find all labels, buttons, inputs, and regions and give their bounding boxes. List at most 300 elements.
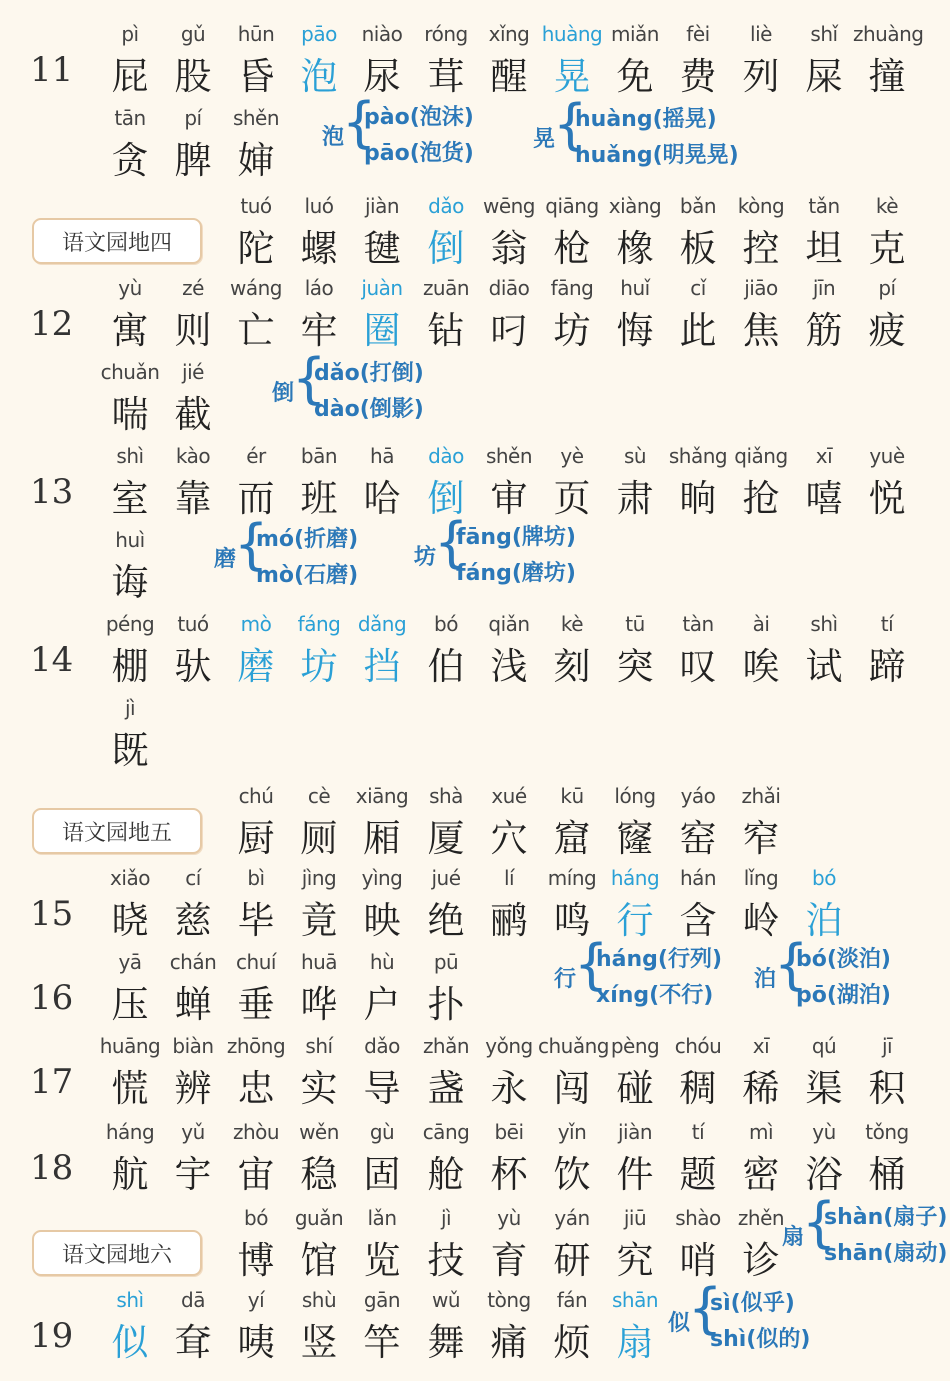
pinyin-label: bēi [494, 1120, 524, 1144]
hanzi-char: 毕 [237, 899, 275, 942]
hanzi-char: 蝉 [174, 983, 212, 1026]
pinyin-label: yù [812, 1120, 836, 1144]
pinyin-label: tǎn [808, 194, 840, 218]
note-reading: xíng(不行) [596, 983, 714, 1008]
pinyin-label: yù [497, 1206, 521, 1230]
hanzi-char: 昏 [237, 55, 275, 98]
hanzi-char: 抢 [742, 477, 780, 520]
pinyin-label: chuǎn [100, 360, 160, 384]
polyphone-note [272, 347, 472, 428]
hanzi-char: 户 [363, 983, 401, 1026]
pinyin-label: tí [880, 612, 894, 636]
pinyin-label: xué [491, 784, 527, 808]
pinyin-label: wēng [482, 194, 536, 218]
pinyin-label: jī [881, 1034, 893, 1058]
hanzi-char: 枪 [553, 227, 591, 270]
hanzi-char: 亡 [237, 309, 275, 352]
polyphone-note [322, 91, 522, 172]
hanzi-char: 蹄 [868, 645, 906, 688]
hanzi-char: 究 [616, 1239, 654, 1282]
pinyin-label: cāng [422, 1120, 470, 1144]
pinyin-label: shù [301, 1288, 337, 1312]
note-reading: háng(行列) [596, 947, 723, 972]
hanzi-char: 厕 [300, 817, 338, 860]
pinyin-label: huàng [541, 22, 603, 46]
polyphone-note [554, 933, 754, 1014]
pinyin-label: yuè [869, 444, 905, 468]
pinyin-label: xiǎo [110, 866, 150, 890]
hanzi-char: 既 [111, 729, 149, 772]
pinyin-label: háng [105, 1120, 155, 1144]
hanzi-char: 诲 [111, 561, 149, 604]
hanzi-char: 贪 [111, 139, 149, 182]
hanzi-char: 唉 [742, 645, 780, 688]
hanzi-char: 倒 [427, 477, 465, 520]
pinyin-label: zuān [422, 276, 470, 300]
hanzi-char: 诊 [742, 1239, 780, 1282]
pinyin-label: liè [750, 22, 772, 46]
hanzi-char: 截 [174, 393, 212, 436]
pinyin-label: péng [105, 612, 155, 636]
hanzi-char: 叼 [490, 309, 528, 352]
hanzi-char: 窑 [679, 817, 717, 860]
hanzi-char: 扇 [616, 1321, 654, 1364]
pinyin-label: xī [815, 444, 833, 468]
hanzi-char: 焦 [742, 309, 780, 352]
hanzi-char: 压 [111, 983, 149, 1026]
hanzi-char: 导 [363, 1067, 401, 1110]
hanzi-char: 竖 [300, 1321, 338, 1364]
pinyin-label: shào [675, 1206, 721, 1230]
pinyin-label: zhòu [232, 1120, 280, 1144]
section-badge: 语文园地五 [32, 808, 202, 854]
pinyin-label: dǎng [357, 612, 407, 636]
brace-icon: { [553, 93, 588, 156]
hanzi-char: 咦 [237, 1321, 275, 1364]
brace-icon: { [292, 347, 327, 410]
hanzi-char: 板 [679, 227, 717, 270]
hanzi-char: 积 [868, 1067, 906, 1110]
pinyin-label: zhǎn [422, 1034, 470, 1058]
hanzi-char: 婶 [237, 139, 275, 182]
hanzi-char: 晃 [553, 55, 591, 98]
pinyin-label: zhōng [226, 1034, 286, 1058]
pinyin-label: qiāng [545, 194, 599, 218]
pinyin-label: bǎn [679, 194, 717, 218]
hanzi-char: 窄 [742, 817, 780, 860]
pinyin-label: yìng [361, 866, 403, 890]
hanzi-char: 博 [237, 1239, 275, 1282]
hanzi-char: 免 [616, 55, 654, 98]
pinyin-label: chóu [674, 1034, 722, 1058]
hanzi-char: 绝 [427, 899, 465, 942]
hanzi-char: 坊 [300, 645, 338, 688]
hanzi-char: 实 [300, 1067, 338, 1110]
pinyin-label: fán [556, 1288, 588, 1312]
pinyin-label: jiāo [744, 276, 778, 300]
pinyin-label: miǎn [611, 22, 659, 46]
pinyin-label: qú [811, 1034, 837, 1058]
pinyin-label: pèng [610, 1034, 660, 1058]
pinyin-label: gǔ [180, 22, 206, 46]
hanzi-char: 盏 [427, 1067, 465, 1110]
lesson-number: 15 [30, 894, 74, 934]
pinyin-label: shǎng [668, 444, 728, 468]
hanzi-char: 育 [490, 1239, 528, 1282]
pinyin-label: dǎo [364, 1034, 400, 1058]
note-char: 泊 [754, 967, 777, 992]
lesson-number: 11 [30, 50, 74, 90]
pinyin-label: mì [748, 1120, 774, 1144]
hanzi-char: 晓 [111, 899, 149, 942]
hanzi-char: 件 [616, 1153, 654, 1196]
pinyin-label: pāo [301, 22, 337, 46]
hanzi-char: 哈 [363, 477, 401, 520]
pinyin-label: yā [118, 950, 142, 974]
pinyin-label: jué [431, 866, 461, 890]
hanzi-char: 哨 [679, 1239, 717, 1282]
pinyin-label: pí [878, 276, 896, 300]
hanzi-char: 泊 [805, 899, 843, 942]
polyphone-note [414, 511, 614, 592]
pinyin-label: shà [429, 784, 463, 808]
lesson-number: 18 [30, 1148, 74, 1188]
pinyin-label: tuó [177, 612, 209, 636]
hanzi-char: 悔 [616, 309, 654, 352]
pinyin-label: jiàn [617, 1120, 653, 1144]
hanzi-char: 茸 [427, 55, 465, 98]
note-reading: huǎng(明晃晃) [575, 143, 739, 168]
pinyin-label: chán [169, 950, 217, 974]
note-char: 坊 [414, 545, 437, 570]
hanzi-char: 翁 [490, 227, 528, 270]
hanzi-char: 慌 [111, 1067, 149, 1110]
hanzi-char: 悦 [868, 477, 906, 520]
note-reading: pào(泡沫) [364, 105, 474, 130]
hanzi-char: 圈 [363, 309, 401, 352]
note-reading: sì(似乎) [710, 1291, 795, 1316]
note-reading: shān(扇动) [824, 1241, 948, 1266]
hanzi-char: 扑 [427, 983, 465, 1026]
lesson-number: 14 [30, 640, 74, 680]
pinyin-label: dā [181, 1288, 205, 1312]
hanzi-char: 螺 [300, 227, 338, 270]
pinyin-label: yáo [680, 784, 716, 808]
pinyin-label: kè [875, 194, 899, 218]
hanzi-char: 慈 [174, 899, 212, 942]
hanzi-char: 航 [111, 1153, 149, 1196]
note-reading: pō(湖泊) [796, 983, 891, 1008]
pinyin-label: bì [247, 866, 265, 890]
pinyin-label: kū [560, 784, 584, 808]
hanzi-char: 磨 [237, 645, 275, 688]
note-reading: fāng(牌坊) [456, 525, 576, 550]
hanzi-char: 厢 [363, 817, 401, 860]
pinyin-label: zhǎi [741, 784, 781, 808]
pinyin-label: huǐ [620, 276, 650, 300]
hanzi-char: 碰 [616, 1067, 654, 1110]
hanzi-char: 喘 [111, 393, 149, 436]
hanzi-char: 鹂 [490, 899, 528, 942]
pinyin-label: tòng [487, 1288, 531, 1312]
hanzi-char: 浴 [805, 1153, 843, 1196]
hanzi-char: 疲 [868, 309, 906, 352]
section-badge: 语文园地六 [32, 1230, 202, 1276]
pinyin-label: sù [623, 444, 647, 468]
hanzi-char: 厨 [237, 817, 275, 860]
pinyin-label: ér [246, 444, 266, 468]
pinyin-label: huì [115, 528, 145, 552]
pinyin-label: shì [810, 612, 838, 636]
pinyin-label: guǎn [294, 1206, 344, 1230]
hanzi-char: 审 [490, 477, 528, 520]
pinyin-label: gān [363, 1288, 401, 1312]
pinyin-label: qiǎng [734, 444, 788, 468]
hanzi-char: 坦 [805, 227, 843, 270]
polyphone-note [754, 933, 950, 1014]
pinyin-label: shì [116, 444, 144, 468]
hanzi-char: 寓 [111, 309, 149, 352]
hanzi-char: 室 [111, 477, 149, 520]
hanzi-char: 馆 [300, 1239, 338, 1282]
pinyin-label: tū [625, 612, 645, 636]
hanzi-char: 研 [553, 1239, 591, 1282]
hanzi-char: 渠 [805, 1067, 843, 1110]
pinyin-label: cí [185, 866, 201, 890]
hanzi-char: 页 [553, 477, 591, 520]
hanzi-char: 宙 [237, 1153, 275, 1196]
pinyin-label: jié [182, 360, 204, 384]
hanzi-char: 厦 [427, 817, 465, 860]
note-char: 似 [668, 1311, 691, 1336]
hanzi-char: 筋 [805, 309, 843, 352]
hanzi-char: 泡 [300, 55, 338, 98]
brace-icon: { [234, 513, 269, 576]
pinyin-label: yǐn [557, 1120, 587, 1144]
note-reading: huàng(摇晃) [575, 107, 717, 132]
hanzi-char: 窟 [553, 817, 591, 860]
pinyin-label: lǎn [367, 1206, 397, 1230]
pinyin-label: tuó [240, 194, 272, 218]
hanzi-char: 舞 [427, 1321, 465, 1364]
brace-icon: { [774, 933, 809, 996]
brace-icon: { [574, 933, 609, 996]
hanzi-char: 肃 [616, 477, 654, 520]
hanzi-char: 闯 [553, 1067, 591, 1110]
hanzi-char: 似 [111, 1321, 149, 1364]
section-badge: 语文园地四 [32, 218, 202, 264]
hanzi-char: 伯 [427, 645, 465, 688]
pinyin-label: chuí [236, 950, 276, 974]
pinyin-label: tàn [682, 612, 714, 636]
lesson-number: 17 [30, 1062, 74, 1102]
pinyin-label: juàn [361, 276, 403, 300]
hanzi-char: 此 [679, 309, 717, 352]
hanzi-char: 陀 [237, 227, 275, 270]
hanzi-char: 穴 [490, 817, 528, 860]
hanzi-char: 挡 [363, 645, 401, 688]
pinyin-label: shěn [485, 444, 533, 468]
pinyin-label: yǒng [485, 1034, 533, 1058]
hanzi-char: 屎 [805, 55, 843, 98]
pinyin-label: chú [238, 784, 274, 808]
hanzi-char: 驮 [174, 645, 212, 688]
hanzi-char: 哗 [300, 983, 338, 1026]
hanzi-char: 屁 [111, 55, 149, 98]
pinyin-label: huā [300, 950, 338, 974]
hanzi-char: 含 [679, 899, 717, 942]
pinyin-label: dǎo [428, 194, 464, 218]
hanzi-char: 稀 [742, 1067, 780, 1110]
hanzi-char: 突 [616, 645, 654, 688]
hanzi-char: 撞 [868, 55, 906, 98]
pinyin-label: yí [247, 1288, 265, 1312]
pinyin-label: pū [433, 950, 459, 974]
hanzi-char: 浅 [490, 645, 528, 688]
hanzi-char: 映 [363, 899, 401, 942]
pinyin-label: fáng [297, 612, 341, 636]
pinyin-label: cè [307, 784, 331, 808]
hanzi-char: 牢 [300, 309, 338, 352]
note-char: 磨 [214, 547, 237, 572]
pinyin-label: kào [175, 444, 211, 468]
note-reading: bó(淡泊) [796, 947, 891, 972]
hanzi-char: 垂 [237, 983, 275, 1026]
hanzi-char: 岭 [742, 899, 780, 942]
hanzi-char: 稳 [300, 1153, 338, 1196]
hanzi-char: 饮 [553, 1153, 591, 1196]
pinyin-label: zé [182, 276, 204, 300]
hanzi-char: 则 [174, 309, 212, 352]
pinyin-label: huāng [99, 1034, 161, 1058]
note-reading: fáng(磨坊) [456, 561, 576, 586]
pinyin-label: bó [812, 866, 836, 890]
hanzi-char: 杯 [490, 1153, 528, 1196]
pinyin-label: róng [424, 22, 468, 46]
lesson-number: 13 [30, 472, 74, 512]
pinyin-label: lóng [614, 784, 656, 808]
pinyin-label: yù [118, 276, 142, 300]
hanzi-char: 辨 [174, 1067, 212, 1110]
hanzi-char: 耷 [174, 1321, 212, 1364]
pinyin-label: hù [369, 950, 395, 974]
hanzi-char: 宇 [174, 1153, 212, 1196]
hanzi-char: 列 [742, 55, 780, 98]
pinyin-label: bó [434, 612, 458, 636]
hanzi-char: 窿 [616, 817, 654, 860]
hanzi-char: 脾 [174, 139, 212, 182]
pinyin-label: mò [240, 612, 272, 636]
polyphone-note [668, 1277, 868, 1358]
hanzi-char: 毽 [363, 227, 401, 270]
pinyin-label: shí [305, 1034, 333, 1058]
hanzi-char: 行 [616, 899, 654, 942]
pinyin-label: hā [370, 444, 394, 468]
pinyin-label: tí [691, 1120, 705, 1144]
pinyin-label: xǐng [488, 22, 530, 46]
note-reading: pāo(泡货) [364, 141, 474, 166]
pinyin-label: dào [428, 444, 464, 468]
note-reading: dào(倒影) [314, 397, 424, 422]
hanzi-char: 竟 [300, 899, 338, 942]
pinyin-label: shěn [232, 106, 280, 130]
note-char: 晃 [533, 127, 556, 152]
pinyin-label: hán [679, 866, 717, 890]
hanzi-char: 靠 [174, 477, 212, 520]
pinyin-label: jìng [301, 866, 337, 890]
hanzi-char: 稠 [679, 1067, 717, 1110]
pinyin-label: lí [503, 866, 515, 890]
pinyin-label: jì [124, 696, 136, 720]
note-char: 泡 [322, 125, 345, 150]
hanzi-char: 尿 [363, 55, 401, 98]
hanzi-char: 永 [490, 1067, 528, 1110]
hanzi-char: 而 [237, 477, 275, 520]
note-reading: shì(似的) [710, 1327, 811, 1352]
hanzi-char: 费 [679, 55, 717, 98]
hanzi-char: 试 [805, 645, 843, 688]
note-char: 行 [554, 967, 577, 992]
pinyin-label: bó [244, 1206, 268, 1230]
polyphone-note [214, 513, 414, 594]
hanzi-char: 股 [174, 55, 212, 98]
pinyin-label: jì [440, 1206, 452, 1230]
hanzi-char: 刻 [553, 645, 591, 688]
hanzi-char: 览 [363, 1239, 401, 1282]
pinyin-label: xī [752, 1034, 770, 1058]
note-char: 倒 [272, 381, 295, 406]
hanzi-char: 班 [300, 477, 338, 520]
pinyin-label: shǐ [810, 22, 838, 46]
pinyin-label: wǔ [431, 1288, 461, 1312]
pinyin-label: kè [560, 612, 584, 636]
pinyin-label: pí [184, 106, 202, 130]
brace-icon: { [802, 1191, 837, 1254]
pinyin-label: jiàn [364, 194, 400, 218]
pinyin-label: hūn [237, 22, 275, 46]
pinyin-label: wěn [299, 1120, 339, 1144]
pinyin-label: háng [610, 866, 660, 890]
hanzi-char: 密 [742, 1153, 780, 1196]
note-char: 扇 [782, 1225, 805, 1250]
pinyin-label: yè [560, 444, 584, 468]
hanzi-char: 晌 [679, 477, 717, 520]
hanzi-char: 控 [742, 227, 780, 270]
brace-icon: { [688, 1277, 723, 1340]
hanzi-char: 忠 [237, 1067, 275, 1110]
pinyin-label: ài [752, 612, 770, 636]
pinyin-label: shì [116, 1288, 144, 1312]
brace-icon: { [434, 511, 469, 574]
hanzi-char: 钻 [427, 309, 465, 352]
pinyin-label: zhěn [737, 1206, 785, 1230]
pinyin-label: qiǎn [488, 612, 530, 636]
polyphone-note [533, 93, 739, 174]
pinyin-label: cǐ [690, 276, 706, 300]
pinyin-label: kòng [737, 194, 785, 218]
hanzi-char: 桶 [868, 1153, 906, 1196]
hanzi-char: 棚 [111, 645, 149, 688]
pinyin-label: tān [114, 106, 146, 130]
hanzi-char: 题 [679, 1153, 717, 1196]
pinyin-label: luó [304, 194, 334, 218]
hanzi-char: 舱 [427, 1153, 465, 1196]
pinyin-label: niào [361, 22, 403, 46]
pinyin-label: jiū [623, 1206, 647, 1230]
pinyin-label: gù [369, 1120, 395, 1144]
lesson-number: 12 [30, 304, 74, 344]
hanzi-char: 醒 [490, 55, 528, 98]
